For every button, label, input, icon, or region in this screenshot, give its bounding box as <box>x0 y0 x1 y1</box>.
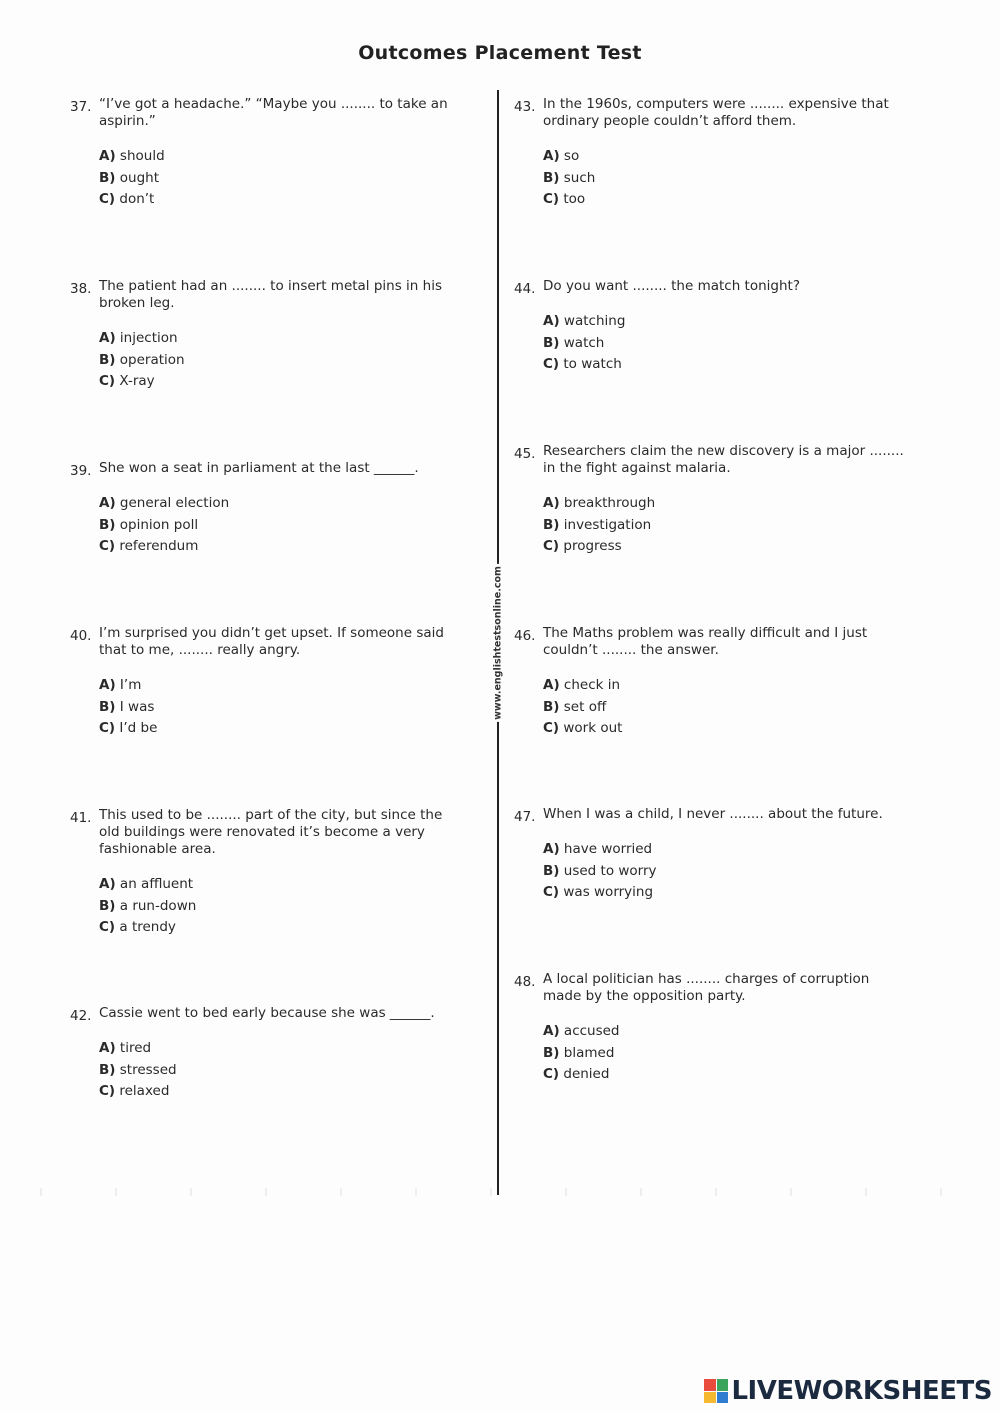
option-letter: A) <box>543 148 560 164</box>
option-b[interactable] <box>543 333 904 355</box>
question-stem <box>514 443 904 477</box>
option-c[interactable] <box>99 371 460 393</box>
option-a[interactable] <box>99 146 460 168</box>
question-stem <box>70 460 460 477</box>
option-text: referendum <box>119 538 199 555</box>
option-letter: B) <box>543 516 560 533</box>
option-letter: B) <box>99 516 116 533</box>
answer-options <box>514 493 904 558</box>
question-46 <box>514 625 904 740</box>
question-40 <box>70 625 460 740</box>
option-letter: B) <box>99 351 116 368</box>
option-text: an affluent <box>119 876 194 892</box>
option-a[interactable] <box>543 146 904 168</box>
question-41 <box>70 807 460 939</box>
option-text: a run-down <box>119 897 197 914</box>
question-38 <box>70 278 460 393</box>
option-text: operation <box>119 351 185 368</box>
option-text: should <box>119 148 165 164</box>
option-text: blamed <box>563 1044 615 1061</box>
question-39 <box>70 460 460 558</box>
option-letter: A) <box>99 495 116 511</box>
option-c[interactable] <box>543 882 904 904</box>
option-text: set off <box>563 698 607 715</box>
option-b[interactable] <box>99 515 460 537</box>
option-text: such <box>563 169 596 186</box>
option-text: denied <box>563 1066 610 1083</box>
option-b[interactable] <box>99 1060 460 1082</box>
option-c[interactable] <box>99 1081 460 1103</box>
option-letter: C) <box>543 884 560 901</box>
option-c[interactable] <box>99 536 460 558</box>
option-letter: C) <box>99 373 116 390</box>
option-letter: C) <box>543 356 560 373</box>
option-text: opinion poll <box>119 516 199 533</box>
option-a[interactable] <box>543 675 904 697</box>
question-44 <box>514 278 904 376</box>
question-stem <box>70 807 460 858</box>
option-c[interactable] <box>543 354 904 376</box>
option-text: tired <box>119 1040 152 1056</box>
option-text: relaxed <box>119 1083 170 1100</box>
option-text: too <box>563 191 586 208</box>
question-45 <box>514 443 904 558</box>
option-b[interactable] <box>99 168 460 190</box>
option-text: have worried <box>563 841 653 857</box>
logo-tile <box>717 1379 729 1391</box>
option-a[interactable] <box>543 1021 904 1043</box>
option-a[interactable] <box>543 311 904 333</box>
option-letter: B) <box>543 1044 560 1061</box>
brand-name: LIVEWORKSHEETS <box>731 1376 992 1406</box>
option-c[interactable] <box>543 189 904 211</box>
option-text: X-ray <box>119 373 155 390</box>
option-letter: B) <box>99 169 116 186</box>
option-a[interactable] <box>99 874 460 896</box>
question-stem <box>514 806 904 823</box>
option-a[interactable] <box>99 328 460 350</box>
option-c[interactable] <box>99 917 460 939</box>
answer-options <box>70 328 460 393</box>
option-letter: A) <box>543 841 560 857</box>
option-b[interactable] <box>543 515 904 537</box>
option-text: watching <box>563 313 626 329</box>
question-stem <box>70 96 460 130</box>
liveworksheets-logo-icon <box>704 1379 728 1403</box>
answer-options <box>70 493 460 558</box>
question-text: “I’ve got a headache.” “Maybe you ........ to take an aspirin.” <box>99 96 448 129</box>
option-b[interactable] <box>543 1043 904 1065</box>
answer-options <box>514 311 904 376</box>
option-text: ought <box>119 169 159 186</box>
page-title: Outcomes Placement Test <box>358 42 642 64</box>
option-text: so <box>563 148 580 164</box>
question-number: 39. <box>70 463 92 479</box>
option-letter: C) <box>543 191 560 208</box>
question-stem <box>514 971 904 1005</box>
option-text: a trendy <box>119 919 176 936</box>
option-text: general election <box>119 495 230 511</box>
question-text: This used to be ........ part of the city, but since the old buildings were renovated it’s become a very fashionable area. <box>99 807 443 857</box>
question-stem <box>70 278 460 312</box>
option-letter: B) <box>543 334 560 351</box>
question-37 <box>70 96 460 211</box>
option-letter: C) <box>99 191 116 208</box>
question-text: I’m surprised you didn’t get upset. If someone said that to me, ........ really angry. <box>99 625 444 658</box>
option-letter: B) <box>99 1061 116 1078</box>
option-letter: B) <box>543 862 560 879</box>
option-letter: A) <box>99 876 116 892</box>
option-letter: A) <box>99 330 116 346</box>
option-letter: B) <box>99 698 116 715</box>
option-b[interactable] <box>99 896 460 918</box>
question-stem <box>70 1005 460 1022</box>
option-c[interactable] <box>543 1064 904 1086</box>
option-letter: A) <box>543 495 560 511</box>
question-text: The patient had an ........ to insert metal pins in his broken leg. <box>99 278 442 311</box>
answer-options <box>70 675 460 740</box>
question-number: 42. <box>70 1008 92 1024</box>
question-42 <box>70 1005 460 1103</box>
question-stem <box>514 625 904 659</box>
option-b[interactable] <box>543 168 904 190</box>
option-letter: A) <box>99 148 116 164</box>
option-text: check in <box>563 677 621 693</box>
logo-tile <box>717 1392 729 1404</box>
option-text: was worrying <box>563 884 654 901</box>
option-letter: C) <box>543 720 560 737</box>
liveworksheets-brand[interactable] <box>704 1376 992 1406</box>
question-43 <box>514 96 904 211</box>
option-c[interactable] <box>543 718 904 740</box>
option-c[interactable] <box>543 536 904 558</box>
option-a[interactable] <box>99 493 460 515</box>
option-letter: C) <box>99 538 116 555</box>
option-b[interactable] <box>543 861 904 883</box>
option-text: I’m <box>119 677 142 693</box>
option-text: stressed <box>119 1061 177 1078</box>
option-a[interactable] <box>543 493 904 515</box>
option-text: watch <box>563 334 605 351</box>
question-number: 38. <box>70 281 92 297</box>
option-text: investigation <box>563 516 652 533</box>
option-a[interactable] <box>99 1038 460 1060</box>
option-a[interactable] <box>543 839 904 861</box>
option-letter: A) <box>99 1040 116 1056</box>
scan-artifact-line <box>0 1188 1000 1196</box>
option-text: don’t <box>119 191 155 208</box>
answer-options <box>70 1038 460 1103</box>
question-number: 47. <box>514 809 536 825</box>
option-letter: C) <box>99 919 116 936</box>
option-c[interactable] <box>99 189 460 211</box>
option-text: injection <box>119 330 178 346</box>
question-text: A local politician has ........ charges of corruption made by the opposition party. <box>543 971 870 1004</box>
answer-options <box>514 1021 904 1086</box>
option-text: to watch <box>563 356 622 373</box>
option-letter: A) <box>543 313 560 329</box>
question-number: 46. <box>514 628 536 644</box>
question-48 <box>514 971 904 1086</box>
option-letter: B) <box>543 698 560 715</box>
answer-options <box>70 874 460 939</box>
option-text: work out <box>563 720 623 737</box>
question-number: 43. <box>514 99 536 115</box>
option-letter: A) <box>543 1023 560 1039</box>
option-letter: C) <box>543 538 560 555</box>
question-stem <box>70 625 460 659</box>
option-a[interactable] <box>99 675 460 697</box>
answer-options <box>514 675 904 740</box>
question-stem <box>514 278 904 295</box>
question-number: 37. <box>70 99 92 115</box>
option-letter: B) <box>99 897 116 914</box>
option-b[interactable] <box>99 350 460 372</box>
option-letter: C) <box>99 1083 116 1100</box>
option-text: used to worry <box>563 862 657 879</box>
question-text: She won a seat in parliament at the last ______. <box>99 460 419 476</box>
option-letter: A) <box>99 677 116 693</box>
question-number: 44. <box>514 281 536 297</box>
question-47 <box>514 806 904 904</box>
question-stem <box>514 96 904 130</box>
answer-options <box>514 146 904 211</box>
option-letter: A) <box>543 677 560 693</box>
question-text: Do you want ........ the match tonight? <box>543 278 800 294</box>
logo-tile <box>704 1392 716 1404</box>
option-b[interactable] <box>99 697 460 719</box>
answer-options <box>70 146 460 211</box>
question-text: When I was a child, I never ........ about the future. <box>543 806 883 822</box>
option-text: accused <box>563 1023 620 1039</box>
question-number: 48. <box>514 974 536 990</box>
option-letter: C) <box>99 720 116 737</box>
question-text: Cassie went to bed early because she was ______. <box>99 1005 435 1021</box>
option-text: I’d be <box>119 720 158 737</box>
option-letter: B) <box>543 169 560 186</box>
option-b[interactable] <box>543 697 904 719</box>
answer-options <box>514 839 904 904</box>
option-letter: C) <box>543 1066 560 1083</box>
option-text: I was <box>119 698 155 715</box>
question-text: In the 1960s, computers were ........ expensive that ordinary people couldn’t afford them. <box>543 96 889 129</box>
option-text: breakthrough <box>563 495 656 511</box>
question-number: 45. <box>514 446 536 462</box>
question-text: The Maths problem was really difficult and I just couldn’t ........ the answer. <box>543 625 868 658</box>
question-number: 41. <box>70 810 92 826</box>
question-number: 40. <box>70 628 92 644</box>
option-text: progress <box>563 538 622 555</box>
watermark-url: www.englishtestsonline.com <box>492 566 504 720</box>
logo-tile <box>704 1379 716 1391</box>
option-c[interactable] <box>99 718 460 740</box>
question-text: Researchers claim the new discovery is a major ........ in the fight against malaria. <box>543 443 904 476</box>
